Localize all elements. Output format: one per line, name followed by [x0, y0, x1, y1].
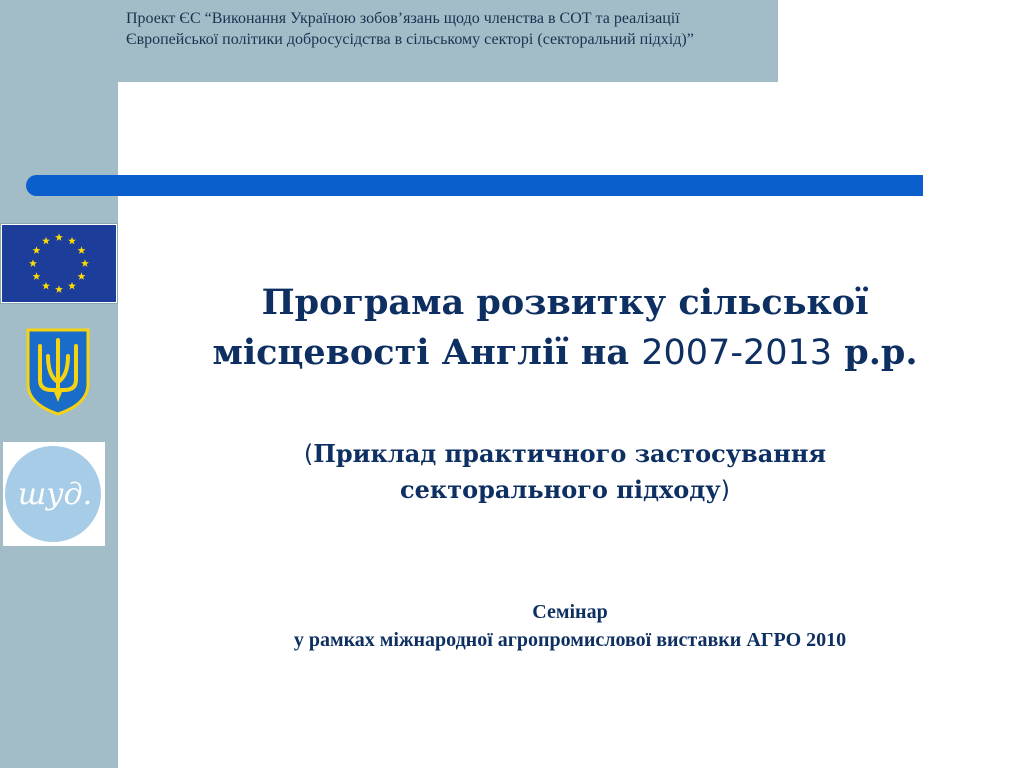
eu-flag-icon — [1, 224, 117, 303]
seminar-info — [150, 598, 990, 654]
subtitle — [190, 436, 940, 508]
ukraine-trident-icon — [24, 326, 92, 416]
subtitle-line-1 — [190, 436, 940, 472]
seminar-line-1: Семінар — [532, 601, 608, 623]
subtitle-open-paren: ( — [303, 440, 314, 468]
project-header-text: Проект ЄС “Виконання Україною зобов’язань щодо членства в СОТ та реалізації Європейської політики добросусідства в сільському секторі (секторальний підхід)” — [126, 10, 694, 48]
accent-line — [26, 175, 923, 196]
subtitle-line-2-text: секторального підходу — [399, 475, 721, 504]
title-line-2-suffix: р.р. — [832, 332, 918, 373]
page-title — [140, 278, 990, 378]
logo-text: шуд. — [17, 477, 93, 512]
subtitle-line-2 — [190, 472, 940, 508]
subtitle-close-paren: ) — [720, 476, 730, 504]
title-line-2 — [140, 328, 990, 378]
title-line-2-prefix: місцевості Англії на — [212, 332, 642, 373]
subtitle-line-1-text: Приклад практичного застосування — [313, 439, 827, 468]
title-line-1: Програма розвитку сільської — [261, 282, 869, 323]
logo-icon — [3, 442, 105, 546]
seminar-line-2: у рамках міжнародної агропромислової виставки АГРО 2010 — [293, 629, 847, 651]
title-years: 2007-2013 — [641, 333, 833, 373]
